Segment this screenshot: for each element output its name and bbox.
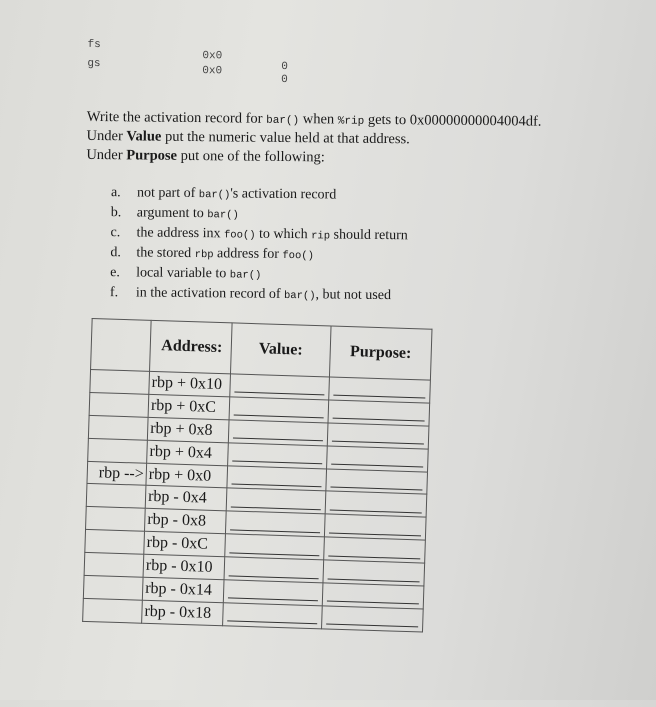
value-answer-blank[interactable] <box>226 488 326 514</box>
address-cell: rbp + 0x8 <box>147 417 229 442</box>
purpose-answer-blank[interactable] <box>326 468 428 494</box>
header-blank-cell <box>91 318 152 371</box>
address-cell: rbp - 0x4 <box>145 486 227 511</box>
address-cell: rbp - 0x10 <box>143 554 225 579</box>
purpose-answer-blank[interactable] <box>323 560 425 586</box>
purpose-answer-blank[interactable] <box>328 400 430 426</box>
pointer-label <box>88 438 148 463</box>
address-cell: rbp + 0x0 <box>146 463 228 488</box>
value-answer-blank[interactable] <box>224 557 324 583</box>
header-address: Address: <box>150 320 233 374</box>
instruction-line-1: Write the activation record for bar() when %rip gets to 0x00000000004004df. <box>86 108 542 130</box>
pointer-label <box>89 392 149 417</box>
address-cell: rbp - 0x8 <box>144 509 226 534</box>
instruction-line-3: Under Purpose put one of the following: <box>86 146 325 166</box>
pointer-label <box>86 484 146 509</box>
address-cell: rbp + 0x4 <box>147 440 229 465</box>
purpose-answer-blank[interactable] <box>324 537 426 563</box>
value-answer-blank[interactable] <box>223 603 323 629</box>
pointer-label <box>90 369 150 394</box>
purpose-option-c: c. the address inx foo() to which rip should return <box>110 225 408 244</box>
purpose-answer-blank[interactable] <box>324 514 426 540</box>
register-hex-fs: 0x0 <box>202 50 223 63</box>
address-cell: rbp - 0x14 <box>142 577 224 602</box>
pointer-label <box>83 575 143 600</box>
address-cell: rbp - 0xC <box>144 531 226 556</box>
register-hex-gs: 0x0 <box>202 65 223 78</box>
instruction-line-2: Under Value put the numeric value held at that address. <box>86 127 410 148</box>
value-answer-blank[interactable] <box>225 511 325 537</box>
purpose-option-a: a. not part of bar()'s activation record <box>110 185 337 203</box>
value-answer-blank[interactable] <box>225 534 325 560</box>
register-name-fs: fs <box>87 38 101 52</box>
register-value-gs: 0 <box>281 73 288 87</box>
purpose-answer-blank[interactable] <box>325 491 427 517</box>
value-answer-blank[interactable] <box>228 443 328 469</box>
purpose-option-f: f. in the activation record of bar(), but not used <box>109 285 392 304</box>
header-purpose: Purpose: <box>329 326 432 380</box>
purpose-answer-blank[interactable] <box>329 377 431 403</box>
header-value: Value: <box>230 323 331 377</box>
pointer-label: rbp --> <box>87 461 147 486</box>
value-answer-blank[interactable] <box>227 465 327 491</box>
pointer-label <box>84 553 144 578</box>
purpose-answer-blank[interactable] <box>322 606 424 632</box>
pointer-label <box>86 507 146 532</box>
pointer-label <box>88 415 148 440</box>
address-cell: rbp + 0x10 <box>149 371 231 396</box>
pointer-label <box>85 530 145 555</box>
address-cell: rbp + 0xC <box>148 394 230 419</box>
value-answer-blank[interactable] <box>228 420 328 446</box>
value-answer-blank[interactable] <box>229 397 329 423</box>
activation-record-table <box>82 318 432 632</box>
purpose-answer-blank[interactable] <box>327 446 429 472</box>
purpose-option-d: d. the stored rbp address for foo() <box>110 245 314 263</box>
value-answer-blank[interactable] <box>223 580 323 606</box>
register-value-fs: 0 <box>281 60 288 74</box>
purpose-answer-blank[interactable] <box>322 583 424 609</box>
purpose-option-b: b. argument to bar() <box>110 205 239 222</box>
address-cell: rbp - 0x18 <box>142 600 224 625</box>
purpose-answer-blank[interactable] <box>327 423 429 449</box>
value-answer-blank[interactable] <box>230 374 330 400</box>
pointer-label <box>83 598 143 623</box>
purpose-option-e: e. local variable to bar() <box>110 265 262 282</box>
register-name-gs: gs <box>87 57 101 71</box>
